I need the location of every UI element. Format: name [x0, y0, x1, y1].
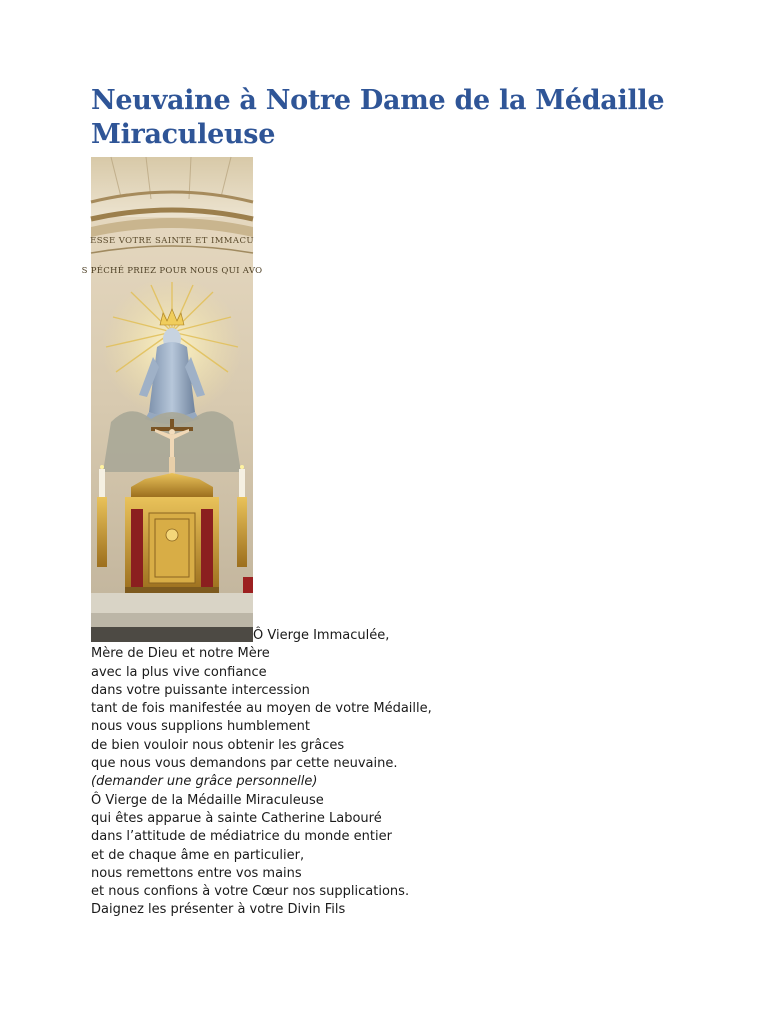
prayer-line: tant de fois manifestée au moyen de votre Médaille,: [91, 701, 432, 717]
prayer-line: dans votre puissante intercession: [91, 682, 310, 698]
prayer-line: Ô Vierge de la Médaille Miraculeuse: [91, 792, 324, 808]
prayer-line: Daignez les présenter à votre Divin Fils: [91, 902, 346, 918]
prayer-line: qui êtes apparue à sainte Catherine Labouré: [91, 810, 382, 826]
document-title: Neuvaine à Notre Dame de la Médaille Miraculeuse: [91, 85, 665, 150]
prayer-line: nous vous supplions humblement: [91, 719, 310, 735]
altar-photo: [81, 157, 263, 642]
prayer-line: que nous vous demandons par cette neuvaine.: [91, 756, 398, 772]
prayer-line: Ô Vierge Immaculée,: [253, 628, 390, 643]
prayer-line: Mère de Dieu et notre Mère: [91, 646, 270, 662]
prayer-instruction: (demander une grâce personnelle): [91, 774, 318, 790]
dome-inscription-top: ESSE VOTRE SAINTE ET IMMACU: [90, 236, 254, 246]
dome-inscription-bottom: S PÉCHÉ PRIEZ POUR NOUS QUI AVO: [81, 266, 263, 276]
prayer-line: et nous confions à votre Cœur nos supplications.: [91, 884, 410, 900]
prayer-line: et de chaque âme en particulier,: [91, 847, 305, 863]
prayer-line: avec la plus vive confiance: [91, 664, 267, 680]
prayer-line: nous remettons entre vos mains: [91, 865, 302, 881]
prayer-line: dans l’attitude de médiatrice du monde entier: [91, 829, 392, 845]
prayer-text: [91, 627, 611, 920]
prayer-line: de bien vouloir nous obtenir les grâces: [91, 737, 345, 753]
